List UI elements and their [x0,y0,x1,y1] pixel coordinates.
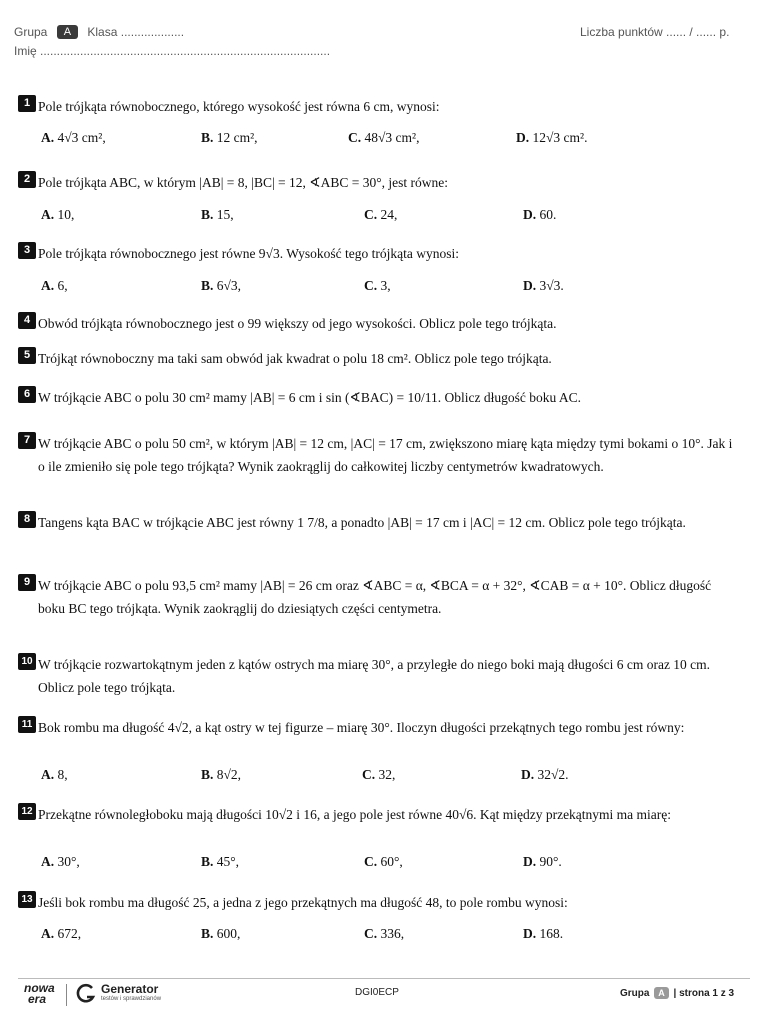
question-text: W trójkącie rozwartokątnym jeden z kątów ostrych ma miarę 30°, a przyległe do niego boki mają długości 6 cm oraz 10 cm. Oblicz pole tego trójkąta. [38,657,711,695]
question-number: 10 [18,653,36,670]
question-number: 11 [18,716,36,733]
name-field: Imię ....................................................................................... [14,44,331,58]
footer-divider [18,978,750,979]
question-number: 1 [18,95,36,112]
question-text: Tangens kąta BAC w trójkącie ABC jest równy 1 7/8, a ponadto |AB| = 17 cm i |AC| = 12 cm. Oblicz pole tego trójkąta. [38,515,686,530]
question-number: 6 [18,386,36,403]
question-10 [18,653,738,699]
answer-d[interactable]: D. 3√3. [523,278,564,293]
answer-c[interactable]: C. 32, [362,767,396,782]
question-1 [18,95,738,118]
answer-d[interactable]: D. 60. [523,207,557,222]
question-6 [18,386,738,409]
group-field [14,25,184,39]
question-number: 12 [18,803,36,820]
question-12 [18,803,738,826]
question-text: W trójkącie ABC o polu 93,5 cm² mamy |AB| = 26 cm oraz ∢ABC = α, ∢BCA = α + 32°, ∢CAB = α + 10°. Oblicz długość boku BC tego trójkąta. Wynik zaokrąglij do dziesiątych części centymetra. [38,578,712,616]
answer-a[interactable]: A. 10, [41,207,75,222]
question-number: 8 [18,511,36,528]
answer-c[interactable]: C. 48√3 cm², [348,130,420,145]
answer-d[interactable]: D. 168. [523,926,564,941]
question-number: 9 [18,574,36,591]
answer-d[interactable]: D. 32√2. [521,767,569,782]
answer-c[interactable]: C. 3, [364,278,391,293]
points-field: Liczba punktów ...... / ...... p. [580,25,730,39]
question-number: 7 [18,432,36,449]
question-8 [18,511,738,534]
answer-b[interactable]: B. 12 cm², [201,130,258,145]
answer-d[interactable]: D. 90°. [523,854,562,869]
class-field: Klasa ................... [87,25,185,39]
question-number: 3 [18,242,36,259]
generator-title: Generator [101,982,159,996]
logo-separator [66,984,67,1006]
answer-b[interactable]: B. 600, [201,926,241,941]
answer-c[interactable]: C. 336, [364,926,405,941]
question-9 [18,574,738,620]
question-text: Przekątne równoległoboku mają długości 10√2 i 16, a jego pole jest równe 40√6. Kąt między przekątnymi ma miarę: [38,807,672,822]
answer-b[interactable]: B. 8√2, [201,767,242,782]
answer-c[interactable]: C. 24, [364,207,398,222]
question-7 [18,432,738,478]
generator-subtitle: testów i sprawdzianów [101,996,162,1002]
answer-d[interactable]: D. 12√3 cm². [516,130,588,145]
answer-b[interactable]: B. 45°, [201,854,240,869]
question-number: 4 [18,312,36,329]
question-text: Jeśli bok rombu ma długość 25, a jedna z jego przekątnych ma długość 48, to pole rombu wynosi: [38,895,568,910]
generator-icon [76,983,96,1005]
question-number: 13 [18,891,36,908]
question-text: Pole trójkąta równobocznego, którego wysokość jest równa 6 cm, wynosi: [38,99,440,114]
answer-a[interactable]: A. 30°, [41,854,80,869]
question-2 [18,171,738,194]
question-3 [18,242,738,265]
question-13 [18,891,738,914]
question-text: Obwód trójkąta równobocznego jest o 99 większy od jego wysokości. Oblicz pole tego trójkąta. [38,316,557,331]
group-label: Grupa [14,25,48,39]
answer-a[interactable]: A. 4√3 cm², [41,130,106,145]
question-11 [18,716,738,739]
question-number: 2 [18,171,36,188]
answer-a[interactable]: A. 672, [41,926,82,941]
question-text: Trójkąt równoboczny ma taki sam obwód jak kwadrat o polu 18 cm². Oblicz pole tego trójkąta. [38,351,552,366]
question-5 [18,347,738,370]
group-badge: A [654,987,669,999]
question-4 [18,312,738,335]
nowa-era-logo: nowa era [24,981,55,1006]
question-number: 5 [18,347,36,364]
group-badge: A [57,25,78,39]
question-text: Pole trójkąta ABC, w którym |AB| = 8, |BC| = 12, ∢ABC = 30°, jest równe: [38,175,448,190]
question-text: W trójkącie ABC o polu 50 cm², w którym |AB| = 12 cm, |AC| = 17 cm, zwiększono miarę kąta między tymi bokami o 10°. Jak i o ile zmieniło się pole tego trójkąta? Wynik zaokrąglij do całkowitej liczby centymetrów kwadratowych. [38,436,733,474]
answer-a[interactable]: A. 8, [41,767,68,782]
answer-a[interactable]: A. 6, [41,278,68,293]
answer-b[interactable]: B. 15, [201,207,234,222]
question-text: Pole trójkąta równobocznego jest równe 9√3. Wysokość tego trójkąta wynosi: [38,246,460,261]
test-code: DGI0ECP [355,987,399,998]
answer-b[interactable]: B. 6√3, [201,278,242,293]
answer-c[interactable]: C. 60°, [364,854,403,869]
question-text: Bok rombu ma długość 4√2, a kąt ostry w tej figurze – miarę 30°. Iloczyn długości przekątnych tego rombu jest równy: [38,720,685,735]
page-info: Grupa A | strona 1 z 3 [620,988,735,999]
question-text: W trójkącie ABC o polu 30 cm² mamy |AB| = 6 cm i sin (∢BAC) = 10/11. Oblicz długość boku AC. [38,390,581,405]
